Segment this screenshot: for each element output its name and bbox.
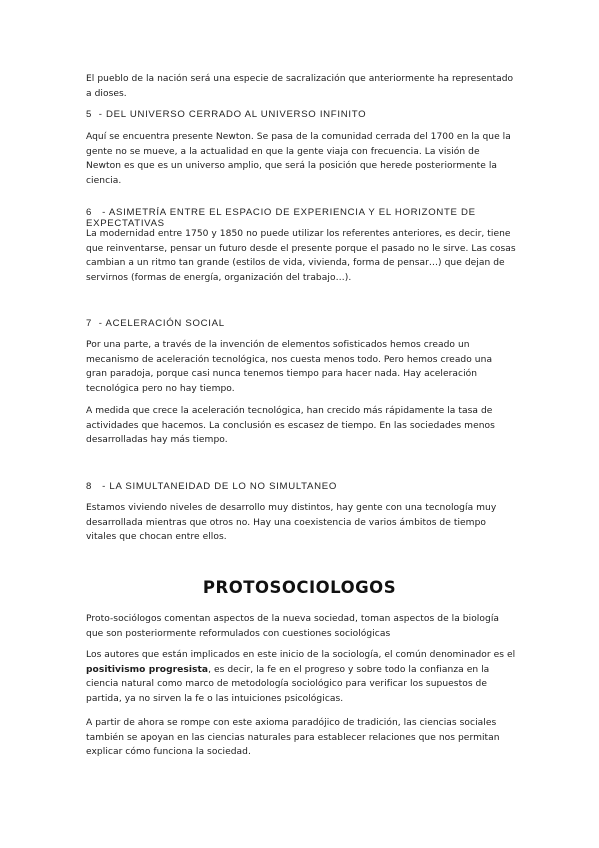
section-5-paragraph: Aquí se encuentra presente Newton. Se pasa de la comunidad cerrada del 1700 en la que la gente no se mueve, a la actualidad en que la gente viaja con frecuencia. La visión de Newton es que es un universo amplio, que será la posición que herede posteriormente la ciencia. <box>86 132 511 186</box>
section-number: 8 <box>86 481 93 492</box>
proto-text-part-b: , es decir, la fe en el progreso y sobre todo la confianza en la ciencia natural como marco de metodología sociológico para verificar los supuestos de partida, ya no sirven la fe o las intuiciones psicológicas. <box>86 664 490 704</box>
proto-paragraph-3: A partir de ahora se rompe con este axioma paradójico de tradición, las ciencias sociales también se apoyan en las ciencias naturales para establecer relaciones que nos permitan explicar cómo funciona la sociedad. <box>86 718 500 758</box>
section-8-paragraph: Estamos viviendo niveles de desarrollo muy distintos, hay gente con una tecnología muy desarrollada mientras que otros no. Hay una coexistencia de varios ámbitos de tiempo vitales que chocan entre ellos. <box>86 503 497 543</box>
section-6-paragraph: La modernidad entre 1750 y 1850 no puede utilizar los referentes anteriores, es decir, tiene que reinventarse, pensar un futuro desde el presente porque el pasado no le sirve. Las cosas cambian a un ritmo tan grande (estilos de vida, vivienda, forma de pensar…) que dejan de servirnos (formas de energía, organización del trabajo…). <box>86 229 516 283</box>
section-7-heading <box>86 318 526 329</box>
section-7-paragraph-1: Por una parte, a través de la invención de elementos sofisticados hemos creado un mecanismo de aceleración tecnológica, nos cuesta menos todo. Pero hemos creado una gran paradoja, porque casi nunca tenemos tiempo para hacer nada. Hay aceleración tecnológica pero no hay tiempo. <box>86 340 493 394</box>
intro-paragraph: El pueblo de la nación será una especie de sacralización que anteriormente ha representado a dioses. <box>86 74 514 99</box>
proto-paragraph-2 <box>86 648 516 706</box>
section-7-paragraph-2: A medida que crece la aceleración tecnológica, han crecido más rápidamente la tasa de actividades que hacemos. La conclusión es escasez de tiempo. En las sociedades menos desarrolladas hay más tiempo. <box>86 406 495 446</box>
section-title: - ASIMETRÍA ENTRE EL ESPACIO DE EXPERIENCIA Y EL HORIZONTE DE EXPECTATIVAS <box>86 207 476 229</box>
section-title: - ACELERACIÓN SOCIAL <box>98 318 225 329</box>
section-title: - LA SIMULTANEIDAD DE LO NO SIMULTANEO <box>102 481 338 492</box>
section-6-heading <box>86 207 526 229</box>
section-5-heading <box>86 109 526 120</box>
section-number: 6 <box>86 207 93 218</box>
section-title: - DEL UNIVERSO CERRADO AL UNIVERSO INFINITO <box>98 109 367 120</box>
bold-term: positivismo progresista <box>86 664 209 675</box>
section-number: 7 <box>86 318 93 329</box>
proto-paragraph-1: Proto-sociólogos comentan aspectos de la nueva sociedad, toman aspectos de la biología que son posteriormente reformulados con cuestiones sociológicas <box>86 614 500 639</box>
section-8-heading <box>86 481 526 492</box>
page-title: PROTOSOCIOLOGOS <box>202 578 397 597</box>
proto-text-part-a: Los autores que están implicados en este inicio de la sociología, el común denominador es el <box>86 650 516 660</box>
section-number: 5 <box>86 109 93 120</box>
